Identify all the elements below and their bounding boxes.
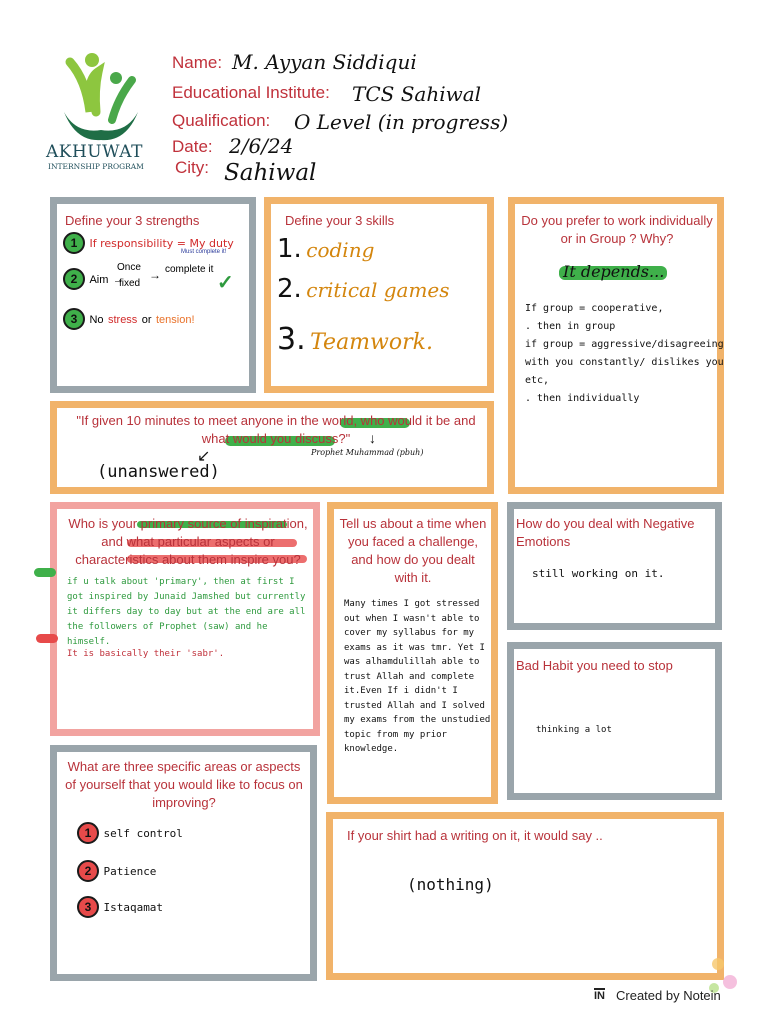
number-2-badge: 2	[77, 860, 99, 882]
arrow-icon: →	[149, 268, 161, 282]
improve-question: What are three specific areas or aspects of yourself that you would like to focus on improving?	[65, 759, 303, 810]
strength-3-stress: stress	[107, 314, 138, 326]
shirt-question: If your shirt had a writing on it, it would say ..	[347, 828, 603, 843]
notein-logo-icon: IN	[594, 990, 605, 1002]
footer-text: Created by Notein	[616, 988, 721, 1003]
checkmark-icon: ✓	[217, 272, 234, 294]
skill-3-text: Teamwork.	[310, 330, 433, 355]
habit-card	[507, 642, 722, 800]
skill-2	[277, 274, 450, 304]
green-marker-icon	[34, 568, 56, 577]
negative-question: How do you deal with Negative Emotions	[516, 516, 695, 549]
improve-card	[50, 745, 317, 981]
inspiration-question: Who is your primary source of inspiration, and what particular aspects or characteristics about them inspire you?	[68, 516, 308, 567]
skills-title: Define your 3 skills	[285, 213, 395, 228]
inspiration-answer-1: if u talk about 'primary', then at first I got inspired by Junaid Jamshed but currently it differs day to day but at the end are all the followers of Prophet (saw) and he himself.	[67, 577, 306, 647]
strength-3-or: or	[141, 314, 152, 326]
habit-question: Bad Habit you need to stop	[516, 658, 673, 673]
group-line-3: if group = aggressive/disagreeing	[525, 339, 724, 350]
meet-card	[50, 401, 494, 494]
down-arrow-icon: ↓	[369, 430, 376, 446]
name-label: Name:	[172, 53, 223, 72]
strength-2-complete: complete it	[165, 264, 214, 275]
improve-1	[77, 822, 183, 844]
institute-value: TCS Sahiwal	[352, 82, 482, 106]
challenge-answer: Many times I got stressed out when I wasn't able to cover my syllabus for my exams as it was tmr. Yet I was alhamdulillah able to trust Allah and complete it.Even If i didn't I trusted Allah and I solved my exams from the unstudied topic from my prior knowledge.	[344, 599, 491, 754]
improve-2	[77, 860, 156, 882]
shirt-card	[326, 812, 724, 980]
group-line-5: etc,	[525, 375, 550, 386]
inspiration-card	[50, 502, 320, 736]
akhuwat-logo	[46, 50, 156, 170]
skills-card	[264, 197, 494, 393]
strength-3-no: No	[89, 314, 104, 326]
name-value: M. Ayyan Siddiqui	[232, 50, 417, 74]
negative-card	[507, 502, 722, 630]
negative-answer: still working on it.	[532, 567, 665, 580]
strength-2-aim: Aim	[89, 274, 109, 286]
strengths-card	[50, 197, 256, 393]
challenge-question: Tell us about a time when you faced a challenge, and how do you dealt with it.	[339, 516, 487, 585]
group-question: Do you prefer to work individually or in Group ? Why?	[521, 213, 713, 246]
strength-2-fixed: fixed	[119, 278, 141, 289]
city-value: Sahiwal	[224, 160, 317, 186]
skill-1-text: coding	[306, 238, 375, 262]
group-card	[508, 197, 724, 494]
institute-label: Educational Institute:	[172, 83, 330, 102]
improve-3-text: Istaqamat	[103, 901, 164, 914]
red-marker-icon	[36, 634, 58, 643]
number-3-badge: 3	[77, 896, 99, 918]
improve-3	[77, 896, 163, 918]
strength-2	[63, 268, 124, 290]
skill-3	[277, 322, 433, 357]
group-line-2: . then in group	[525, 321, 616, 332]
number-1-badge: 1	[63, 232, 85, 254]
strength-3-tension: tension!	[156, 314, 195, 326]
number-1-badge: 1	[77, 822, 99, 844]
strength-1-text: If responsibility = My duty	[89, 237, 234, 250]
meet-question: "If given 10 minutes to meet anyone in the world, who would it be and what would you discuss?"	[76, 413, 476, 446]
logo-text: AKHUWAT	[46, 142, 143, 162]
meet-answer: (unanswered)	[97, 462, 220, 482]
group-answer	[525, 300, 725, 408]
arrow-icon: →	[112, 274, 124, 286]
skill-1	[277, 234, 374, 264]
group-line-6: . then individually	[525, 393, 640, 404]
strength-3	[63, 308, 195, 330]
group-line-4: with you constantly/ dislikes you	[525, 357, 724, 368]
strength-1-note: Must complete it!	[181, 249, 227, 255]
qualification-value: O Level (in progress)	[294, 110, 509, 134]
number-3-badge: 3	[63, 308, 85, 330]
strengths-title: Define your 3 strengths	[65, 213, 200, 228]
shirt-answer: (nothing)	[407, 875, 494, 894]
logo-figures-icon	[46, 50, 156, 145]
improve-2-text: Patience	[103, 865, 157, 878]
group-heading: It depends...	[563, 262, 665, 281]
group-line-1: If group = cooperative,	[525, 303, 664, 314]
inspiration-answer-2: It is basically their 'sabr'.	[67, 649, 225, 659]
skill-3-number: 3.	[277, 322, 306, 357]
date-value: 2/6/24	[229, 134, 294, 158]
habit-answer: thinking a lot	[536, 725, 612, 735]
left-arrow-icon: ↙	[197, 448, 211, 465]
strength-2-once: Once	[117, 262, 141, 273]
meet-note: Prophet Muhammad (pbuh)	[311, 448, 424, 457]
city-label: City:	[175, 158, 209, 177]
skill-1-number: 1.	[277, 234, 302, 264]
skill-2-text: critical games	[306, 278, 450, 302]
skill-2-number: 2.	[277, 274, 302, 304]
number-2-badge: 2	[63, 268, 85, 290]
qualification-label: Qualification:	[172, 111, 271, 130]
improve-1-text: self control	[103, 827, 183, 840]
challenge-card	[327, 502, 498, 804]
date-label: Date:	[172, 137, 213, 156]
logo-subtext: INTERNSHIP PROGRAM	[48, 162, 144, 171]
